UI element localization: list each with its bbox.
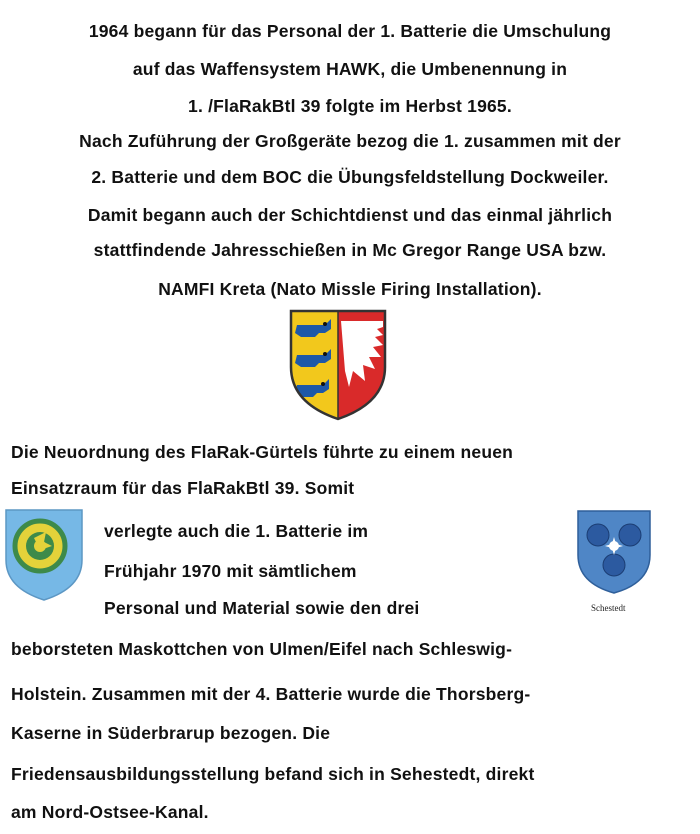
intro-line-5: 2. Batterie und dem BOC die Übungsfeldstellung Dockweiler. bbox=[91, 167, 609, 187]
intro-line-3: 1. /FlaRakBtl 39 folgte im Herbst 1965. bbox=[188, 96, 512, 116]
body-line-3: verlegte auch die 1. Batterie im bbox=[104, 521, 369, 541]
intro-line-4: Nach Zuführung der Großgeräte bezog die 1. zusammen mit der bbox=[79, 131, 621, 151]
body-line-4: Frühjahr 1970 mit sämtlichem bbox=[104, 561, 357, 581]
body-line-6: beborsteten Maskottchen von Ulmen/Eifel nach Schleswig- bbox=[11, 639, 513, 659]
body-line-9: Friedensausbildungsstellung befand sich in Sehestedt, direkt bbox=[11, 764, 535, 784]
intro-line-7: stattfindende Jahresschießen in Mc Gregor Range USA bzw. bbox=[93, 240, 607, 260]
body-line-2: Einsatzraum für das FlaRakBtl 39. Somit bbox=[11, 478, 355, 498]
intro-line-8: NAMFI Kreta (Nato Missle Firing Installation). bbox=[158, 279, 542, 299]
body-line-1: Die Neuordnung des FlaRak-Gürtels führte zu einem neuen bbox=[11, 442, 514, 462]
intro-line-6: Damit begann auch der Schichtdienst und das einmal jährlich bbox=[87, 205, 613, 225]
sehestedt-caption: Schestedt bbox=[591, 603, 626, 613]
intro-line-2: auf das Waffensystem HAWK, die Umbenennung in bbox=[132, 59, 568, 79]
intro-line-1: 1964 begann für das Personal der 1. Batterie die Umschulung bbox=[88, 21, 612, 41]
schleswig-holstein-coat-of-arms-icon bbox=[287, 307, 389, 423]
sehestedt-coat-of-arms-icon bbox=[576, 509, 652, 595]
body-line-5: Personal und Material sowie den drei bbox=[104, 598, 420, 618]
body-line-8: Kaserne in Süderbrarup bezogen. Die bbox=[11, 723, 331, 743]
body-line-7: Holstein. Zusammen mit der 4. Batterie wurde die Thorsberg- bbox=[11, 684, 531, 704]
body-line-10: am Nord-Ostsee-Kanal. bbox=[11, 802, 209, 822]
round-crest-icon bbox=[4, 508, 84, 602]
